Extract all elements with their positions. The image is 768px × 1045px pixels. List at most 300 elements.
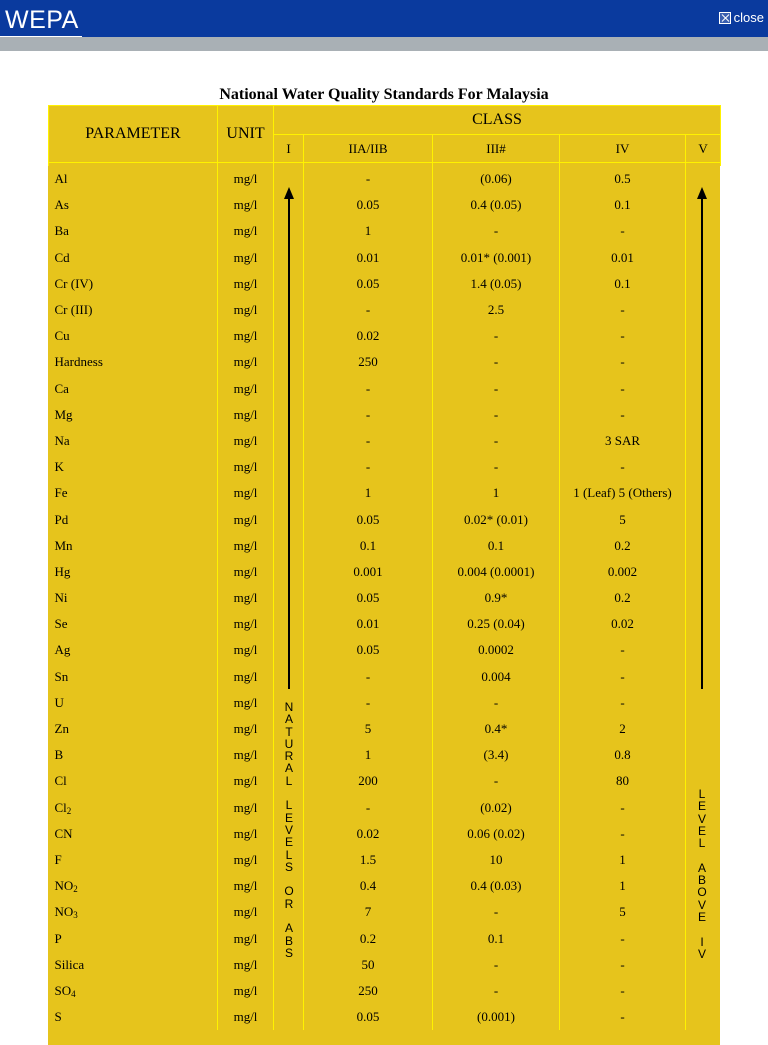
class-iv-cell-text: 80: [616, 773, 629, 789]
class-iv-cell: [560, 271, 686, 297]
unit-cell: [218, 323, 274, 349]
class-iia-iib-cell: [304, 664, 433, 690]
unit-cell-text: mg/l: [233, 563, 258, 579]
unit-cell: [218, 480, 274, 506]
unit-cell-text: mg/l: [233, 328, 258, 344]
class-iii-cell-text: 1.4 (0.05): [470, 275, 522, 291]
class-iii-cell: [433, 978, 560, 1004]
unit-cell: [218, 218, 274, 244]
class-iii-cell: [433, 349, 560, 375]
class-iii-cell-text: 2.5: [487, 302, 505, 318]
header-unit: UNIT: [218, 106, 274, 163]
class-iia-iib-cell-text: 0.01: [356, 616, 380, 632]
header-class-v: V: [686, 135, 721, 163]
class-iii-cell-text: -: [493, 223, 499, 239]
class-iii-cell: [433, 847, 560, 873]
class-iia-iib-cell: [304, 349, 433, 375]
unit-cell-text: mg/l: [233, 485, 258, 501]
parameter-cell-text: SO: [54, 982, 72, 998]
class-iia-iib-cell: [304, 899, 433, 925]
table-row: [49, 533, 721, 559]
parameter-cell: [49, 690, 218, 716]
class-iii-cell: [433, 716, 560, 742]
class-iv-cell-text: 0.2: [614, 537, 631, 553]
class-iii-cell-text: (3.4): [483, 747, 509, 763]
class-iv-cell-text: -: [620, 406, 625, 422]
class-iia-iib-cell-text: 1.5: [359, 851, 377, 867]
class-iv-cell: [560, 821, 686, 847]
table-row: [49, 559, 721, 585]
class-iv-cell-text: -: [620, 302, 625, 318]
parameter-cell: [49, 768, 218, 794]
class-iii-cell-text: -: [493, 380, 499, 396]
unit-cell-text: mg/l: [233, 956, 258, 972]
class-iia-iib-cell-text: -: [365, 694, 371, 710]
class-iia-iib-cell: [304, 795, 433, 821]
table-row: [49, 376, 721, 402]
parameter-cell: [49, 952, 218, 978]
parameter-cell-text: Al: [54, 171, 68, 187]
unit-cell: [218, 376, 274, 402]
parameter-cell: [49, 218, 218, 244]
unit-cell-text: mg/l: [233, 851, 258, 867]
class-iv-cell: [560, 873, 686, 899]
table-row: [49, 349, 721, 375]
class-v-cell: [686, 297, 721, 323]
parameter-cell: [49, 716, 218, 742]
class-iia-iib-cell: [304, 297, 433, 323]
class-iv-cell: [560, 218, 686, 244]
unit-cell-text: mg/l: [233, 1009, 258, 1025]
class-iii-cell: [433, 271, 560, 297]
parameter-subscript: 4: [71, 988, 76, 999]
class-iv-cell-text: 1 (Leaf) 5 (Others): [573, 485, 672, 501]
class-iii-cell-text: -: [493, 432, 499, 448]
class-v-cell: [686, 245, 721, 271]
class-iv-cell: [560, 559, 686, 585]
unit-cell: [218, 402, 274, 428]
class-iia-iib-cell-text: -: [365, 459, 371, 475]
class-iia-iib-cell: [304, 873, 433, 899]
class-iv-cell-text: 0.5: [614, 171, 631, 187]
class-iii-cell-text: (0.001): [477, 1009, 515, 1025]
parameter-cell-text: Cd: [54, 249, 70, 265]
parameter-cell: [49, 506, 218, 532]
class-v-cell: [686, 611, 721, 637]
unit-cell-text: mg/l: [233, 694, 258, 710]
class-iv-cell: [560, 454, 686, 480]
top-bar: [0, 0, 768, 37]
class-iv-cell: [560, 349, 686, 375]
unit-cell-text: mg/l: [233, 799, 258, 815]
wepa-logo[interactable]: WEPA: [5, 6, 79, 34]
class-iia-iib-cell: [304, 952, 433, 978]
class-iii-cell-text: 0.1: [487, 930, 505, 946]
class-iia-iib-cell: [304, 925, 433, 951]
class-iv-cell-text: 0.8: [614, 747, 631, 763]
close-icon: [719, 12, 731, 24]
parameter-cell: [49, 297, 218, 323]
header-class: CLASS: [274, 106, 721, 135]
class-iii-cell-text: -: [493, 773, 499, 789]
unit-cell-text: mg/l: [233, 432, 258, 448]
class-iia-iib-cell-text: 0.1: [359, 537, 377, 553]
unit-cell: [218, 899, 274, 925]
class-iia-iib-cell: [304, 637, 433, 663]
class-v-cell: [686, 402, 721, 428]
class-iv-cell-text: -: [620, 956, 625, 972]
table-row: [49, 166, 721, 192]
table-row: [49, 925, 721, 951]
close-button[interactable]: [719, 10, 764, 25]
class-iii-cell-text: -: [493, 354, 499, 370]
class-iv-cell: [560, 611, 686, 637]
class-iii-cell-text: (0.02): [480, 799, 512, 815]
class-iv-cell: [560, 192, 686, 218]
class-iv-cell-text: -: [620, 642, 625, 658]
unit-cell-text: mg/l: [233, 668, 258, 684]
class-iia-iib-cell: [304, 1004, 433, 1030]
unit-cell: [218, 768, 274, 794]
unit-cell-text: mg/l: [233, 171, 258, 187]
parameter-cell-text: F: [54, 851, 62, 867]
class-i-arrow-line: [288, 195, 290, 689]
class-v-cell: [686, 506, 721, 532]
unit-cell-text: mg/l: [233, 223, 258, 239]
table-row: [49, 847, 721, 873]
parameter-cell: [49, 1004, 218, 1030]
class-iia-iib-cell: [304, 768, 433, 794]
class-iii-cell-text: 0.4*: [484, 721, 508, 737]
class-iv-cell: [560, 428, 686, 454]
class-iia-iib-cell: [304, 454, 433, 480]
class-iia-iib-cell-text: 250: [358, 354, 378, 370]
class-iv-cell-text: 0.1: [614, 275, 631, 291]
unit-cell: [218, 742, 274, 768]
class-iii-cell-text: 0.004: [481, 668, 511, 684]
class-iv-cell: [560, 166, 686, 192]
class-iv-cell: [560, 847, 686, 873]
class-iia-iib-cell-text: -: [365, 380, 371, 396]
class-v-cell: [686, 585, 721, 611]
parameter-subscript: 2: [66, 805, 72, 816]
class-iv-cell: [560, 952, 686, 978]
parameter-cell: [49, 245, 218, 271]
class-iia-iib-cell-text: 0.05: [356, 590, 380, 606]
unit-cell: [218, 925, 274, 951]
parameter-cell-text: U: [54, 694, 64, 710]
parameter-cell-text: S: [54, 1009, 62, 1025]
unit-cell-text: mg/l: [233, 825, 258, 841]
table-row: [49, 873, 721, 899]
class-iv-cell-text: -: [620, 825, 625, 841]
class-v-cell: [686, 454, 721, 480]
class-v-cell: [686, 533, 721, 559]
table-row: [49, 192, 721, 218]
class-iv-cell: [560, 637, 686, 663]
class-v-cell: [686, 690, 721, 716]
class-iv-cell: [560, 716, 686, 742]
unit-cell: [218, 847, 274, 873]
class-iia-iib-cell-text: -: [365, 668, 371, 684]
table-row: [49, 297, 721, 323]
class-iii-cell: [433, 873, 560, 899]
class-iv-cell: [560, 533, 686, 559]
unit-cell-text: mg/l: [233, 275, 258, 291]
class-iv-cell: [560, 1004, 686, 1030]
class-iv-cell: [560, 585, 686, 611]
class-iii-cell-text: 0.02* (0.01): [464, 511, 528, 527]
parameter-cell-text: Hg: [54, 563, 71, 579]
class-iii-cell: [433, 637, 560, 663]
parameter-cell-text: NO: [54, 878, 74, 894]
class-iii-cell: [433, 402, 560, 428]
class-iv-cell-text: 1: [619, 878, 626, 894]
class-iia-iib-cell: [304, 245, 433, 271]
header-class-iia-iib: IIA/IIB: [304, 135, 433, 163]
class-iv-cell-text: -: [620, 930, 625, 946]
class-iii-cell: [433, 925, 560, 951]
class-iia-iib-cell: [304, 402, 433, 428]
table-row: [49, 323, 721, 349]
class-iii-cell-text: 0.004 (0.0001): [457, 563, 535, 579]
table-row: [49, 245, 721, 271]
unit-cell-text: mg/l: [233, 406, 258, 422]
table-row: [49, 978, 721, 1004]
unit-cell-text: mg/l: [233, 302, 258, 318]
class-iv-cell: [560, 245, 686, 271]
class-iia-iib-cell-text: 0.05: [356, 197, 380, 213]
table-row: [49, 742, 721, 768]
class-iia-iib-cell-text: -: [365, 432, 371, 448]
class-iv-cell: [560, 480, 686, 506]
parameter-cell: [49, 454, 218, 480]
table-row: [49, 952, 721, 978]
class-v-cell: [686, 559, 721, 585]
class-iii-cell: [433, 1004, 560, 1030]
class-iv-cell-text: 0.01: [611, 249, 634, 265]
parameter-cell: [49, 978, 218, 1004]
unit-cell: [218, 428, 274, 454]
parameter-cell-text: Ag: [54, 642, 71, 658]
class-iii-cell: [433, 323, 560, 349]
class-iii-cell-text: 1: [492, 485, 500, 501]
parameter-cell-text: As: [54, 197, 69, 213]
class-iv-cell: [560, 664, 686, 690]
class-iia-iib-cell-text: -: [365, 171, 371, 187]
unit-cell: [218, 506, 274, 532]
class-v-cell: [686, 742, 721, 768]
parameter-cell: [49, 611, 218, 637]
class-iia-iib-cell: [304, 978, 433, 1004]
class-iia-iib-cell-text: 50: [361, 956, 375, 972]
class-iii-cell: [433, 533, 560, 559]
unit-cell-text: mg/l: [233, 354, 258, 370]
class-iia-iib-cell: [304, 611, 433, 637]
class-iia-iib-cell-text: 1: [364, 747, 372, 763]
parameter-cell-text: Cu: [54, 328, 70, 344]
parameter-cell-text: Cr (III): [54, 302, 93, 318]
class-iia-iib-cell-text: 0.4: [359, 878, 377, 894]
class-iv-cell-text: 5: [619, 511, 626, 527]
class-i-cell: [274, 1004, 304, 1030]
unit-cell: [218, 245, 274, 271]
unit-cell-text: mg/l: [233, 747, 258, 763]
class-iii-cell: [433, 376, 560, 402]
table-row: [49, 218, 721, 244]
class-iv-cell: [560, 297, 686, 323]
parameter-cell-text: Ni: [54, 590, 68, 606]
unit-cell: [218, 795, 274, 821]
class-iv-cell-text: -: [620, 799, 625, 815]
parameter-subscript: 3: [73, 910, 78, 921]
class-v-cell: [686, 978, 721, 1004]
parameter-cell-text: Mg: [54, 406, 73, 422]
unit-cell: [218, 690, 274, 716]
table-row: [49, 795, 721, 821]
unit-cell-text: mg/l: [233, 459, 258, 475]
class-iia-iib-cell: [304, 376, 433, 402]
parameter-cell-text: P: [54, 930, 62, 946]
class-iia-iib-cell-text: 0.001: [353, 563, 383, 579]
unit-cell-text: mg/l: [233, 249, 258, 265]
class-iia-iib-cell: [304, 742, 433, 768]
class-iia-iib-cell-text: 5: [364, 721, 372, 737]
table-row: [49, 271, 721, 297]
header-class-iv: IV: [560, 135, 686, 163]
class-iia-iib-cell-text: 250: [358, 982, 378, 998]
class-iv-cell: [560, 690, 686, 716]
parameter-cell: [49, 349, 218, 375]
class-iii-cell: [433, 611, 560, 637]
parameter-cell-text: K: [54, 459, 64, 475]
class-v-cell: [686, 637, 721, 663]
class-iii-cell: [433, 664, 560, 690]
class-iii-cell-text: -: [493, 328, 499, 344]
parameter-cell: [49, 899, 218, 925]
parameter-cell-text: Ca: [54, 380, 69, 396]
table-row: [49, 454, 721, 480]
parameter-cell: [49, 192, 218, 218]
class-iii-cell-text: 0.06 (0.02): [467, 825, 525, 841]
class-iv-cell-text: 0.02: [611, 616, 634, 632]
header-parameter: PARAMETER: [49, 106, 218, 163]
parameter-cell: [49, 428, 218, 454]
parameter-cell-text: Zn: [54, 721, 69, 737]
unit-cell: [218, 978, 274, 1004]
class-iia-iib-cell: [304, 585, 433, 611]
parameter-cell-text: NO: [54, 904, 74, 920]
class-v-cell: [686, 480, 721, 506]
class-v-arrow-line: [701, 195, 703, 689]
parameter-cell: [49, 271, 218, 297]
class-iii-cell: [433, 506, 560, 532]
table-row: [49, 899, 721, 925]
class-iii-cell: [433, 559, 560, 585]
unit-cell-text: mg/l: [233, 721, 258, 737]
class-iia-iib-cell-text: 0.02: [356, 825, 380, 841]
parameter-cell: [49, 559, 218, 585]
class-iii-cell-text: -: [493, 956, 499, 972]
unit-cell: [218, 821, 274, 847]
unit-cell-text: mg/l: [233, 982, 258, 998]
class-iii-cell: [433, 690, 560, 716]
class-iia-iib-cell-text: 0.01: [356, 249, 380, 265]
parameter-cell: [49, 480, 218, 506]
class-iii-cell: [433, 454, 560, 480]
parameter-cell: [49, 585, 218, 611]
standards-table-wrapper: [48, 105, 720, 1045]
unit-cell-text: mg/l: [233, 930, 258, 946]
table-row: [49, 768, 721, 794]
document-title: National Water Quality Standards For Malaysia: [219, 86, 549, 103]
class-iia-iib-cell: [304, 218, 433, 244]
parameter-cell: [49, 847, 218, 873]
class-iv-cell-text: 3 SAR: [604, 432, 641, 448]
class-v-cell: [686, 323, 721, 349]
unit-cell: [218, 611, 274, 637]
class-iii-cell-text: 10: [489, 851, 503, 867]
standards-table: [48, 105, 721, 1030]
parameter-cell-text: Ba: [54, 223, 69, 239]
class-v-cell: [686, 376, 721, 402]
class-iv-cell: [560, 768, 686, 794]
class-v-note: L E V E L A B O V E I V: [697, 787, 707, 961]
class-iii-cell-text: -: [493, 459, 499, 475]
class-iii-cell-text: 0.9*: [484, 590, 508, 606]
class-iii-cell-text: 0.0002: [478, 642, 514, 658]
unit-cell: [218, 585, 274, 611]
class-iii-cell: [433, 821, 560, 847]
parameter-cell-text: Cl: [54, 773, 67, 789]
class-iv-cell-text: -: [620, 354, 625, 370]
table-row: [49, 637, 721, 663]
table-row: [49, 664, 721, 690]
class-iv-cell-text: -: [620, 694, 625, 710]
class-iv-cell: [560, 506, 686, 532]
class-v-cell: [686, 428, 721, 454]
class-iv-cell-text: 0.002: [607, 563, 638, 579]
class-v-cell: [686, 664, 721, 690]
table-row: [49, 716, 721, 742]
class-iii-cell: [433, 742, 560, 768]
class-iia-iib-cell: [304, 428, 433, 454]
class-iia-iib-cell: [304, 166, 433, 192]
parameter-cell-text: B: [54, 747, 64, 763]
parameter-cell: [49, 873, 218, 899]
parameter-cell: [49, 821, 218, 847]
class-iia-iib-cell-text: 1: [364, 485, 372, 501]
class-iia-iib-cell: [304, 271, 433, 297]
class-iv-cell-text: 0.2: [614, 590, 631, 606]
parameter-cell: [49, 533, 218, 559]
unit-cell-text: mg/l: [233, 616, 258, 632]
class-iia-iib-cell-text: 0.05: [356, 1009, 380, 1025]
parameter-cell-text: Se: [54, 616, 68, 632]
unit-cell-text: mg/l: [233, 537, 258, 553]
parameter-cell-text: Cl: [54, 799, 67, 815]
parameter-cell: [49, 402, 218, 428]
class-iii-cell: [433, 297, 560, 323]
class-iii-cell-text: -: [493, 982, 499, 998]
class-iii-cell: [433, 899, 560, 925]
class-iv-cell: [560, 795, 686, 821]
parameter-cell: [49, 795, 218, 821]
class-iii-cell: [433, 192, 560, 218]
unit-cell: [218, 454, 274, 480]
class-iia-iib-cell: [304, 506, 433, 532]
parameter-cell: [49, 637, 218, 663]
